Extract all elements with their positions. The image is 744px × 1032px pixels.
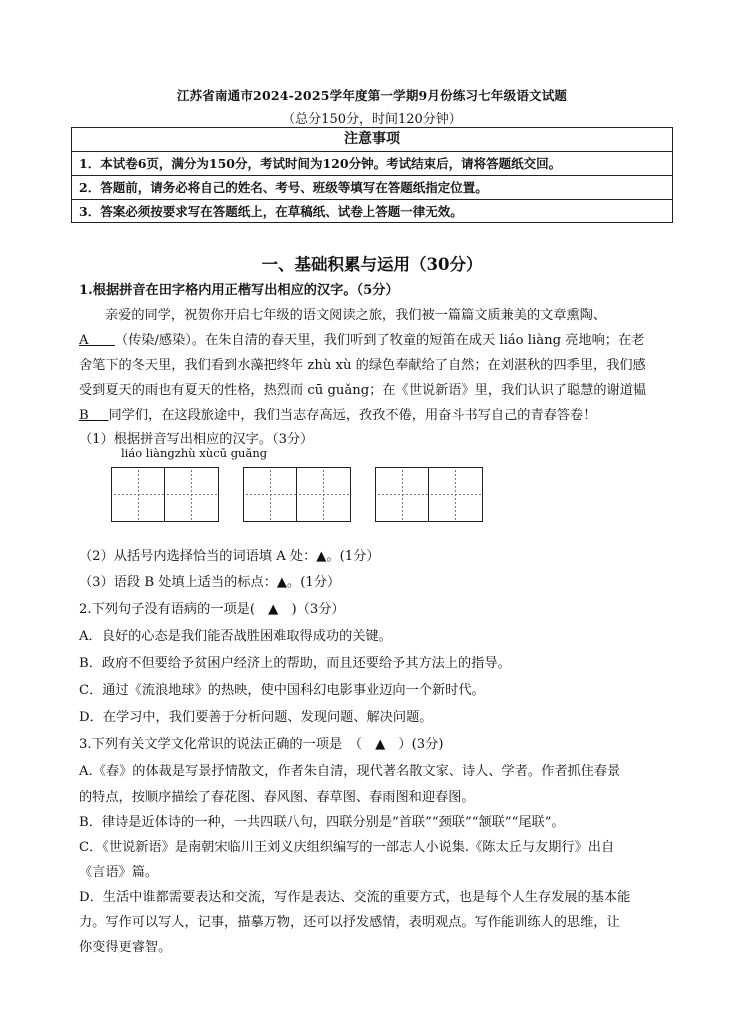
q3-line: B．律诗是近体诗的一种，一共四联八句，四联分别是“首联”“颈联”“颔联”“尾联”。 (79, 815, 565, 830)
notice-item: 2．答题前，请务必将自己的姓名、考号、班级等填写在答题纸指定位置。 (72, 176, 672, 200)
q1-sub2: （2）从括号内选择恰当的词语填 A 处：▲。(1分） (79, 549, 380, 564)
q3-line: C．《世说新语》是南朝宋临川王刘义庆组织编写的一部志人小说集.《陈太丘与友期行》出自 (79, 840, 615, 855)
q1-sub1: （1）根据拼音写出相应的汉字。（3分） (79, 432, 314, 447)
notice-item: 1．本试卷6页，满分为150分，考试时间为120分钟。考试结束后，请将答题纸交回。 (72, 152, 672, 176)
q3-line: 你变得更睿智。 (79, 940, 172, 955)
tianzige-group-1 (111, 467, 219, 522)
q1-pinyin: liáo liàngzhù xùcū guǎng (121, 446, 268, 460)
q2-stem: 2.下列句子没有语病的一项是( ▲ )（3分） (79, 602, 345, 617)
q3-line: 的特点，按顺序描绘了春花图、春风图、春草图、春雨图和迎春图。 (79, 790, 475, 805)
q1-passage-line (79, 404, 679, 423)
notice-heading: 注意事项 (72, 128, 672, 152)
q1-passage-line (79, 329, 679, 348)
q1-sub3: （3）语段 B 处填上适当的标点：▲。(1分） (79, 575, 341, 590)
tianzige-cell (375, 467, 429, 522)
q1-stem: 1.根据拼音在田字格内用正楷写出相应的汉字。（5分） (79, 283, 399, 298)
exam-title: 江苏省南通市2024-2025学年度第一学期9月份练习七年级语文试题 (176, 88, 568, 103)
q2-option: D．在学习中，我们要善于分析问题、发现问题、解决问题。 (79, 710, 433, 725)
notice-box (71, 127, 673, 223)
q1-passage-line: 舍笔下的冬天里，我们看到水藻把终年 zhù xù 的绿色奉献给了自然；在刘湛秋的四季里，我们感 (79, 358, 646, 373)
tianzige-cell (429, 467, 483, 522)
q3-line: A.《春》的体裁是写景抒情散文，作者朱自清，现代著名散文家、诗人、学者。作者抓住春景 (79, 764, 621, 779)
q1-passage-text: （传染/感染）。在朱自清的春天里，我们听到了牧童的短笛在成天 liáo liàng 亮地响；在老 (114, 333, 645, 348)
section-heading: 一、基础积累与运用（30分） (261, 255, 483, 274)
q3-line: 《言语》篇。 (79, 865, 159, 880)
q1-passage-line: 亲爱的同学，祝贺你开启七年级的语文阅读之旅，我们被一篇篇文质兼美的文章熏陶、 (105, 308, 607, 323)
tianzige-group-2 (243, 467, 351, 522)
q3-stem: 3.下列有关文学文化常识的说法正确的一项是 （ ▲ ）(3分) (79, 737, 444, 752)
exam-subtitle: （总分150分，时间120分钟） (282, 112, 462, 127)
tianzige-cell (165, 467, 219, 522)
notice-item: 3．答案必须按要求写在答题纸上，在草稿纸、试卷上答题一律无效。 (79, 204, 463, 219)
tianzige-cell (297, 467, 351, 522)
q2-option: B．政府不但要给予贫困户经济上的帮助，而且还要给予其方法上的指导。 (79, 656, 511, 671)
blank-b: B (79, 408, 89, 423)
tianzige-cell (243, 467, 297, 522)
q1-passage-line: 受到夏天的雨也有夏天的性格，热烈而 cū guǎng；在《世说新语》里，我们认识了聪慧的谢道韫 (79, 383, 647, 398)
tianzige-cell (111, 467, 165, 522)
q2-option: C．通过《流浪地球》的热映，使中国科幻电影事业迈向一个新时代。 (79, 683, 485, 698)
q1-passage-text: 同学们，在这段旅途中，我们当志存高远，孜孜不倦，用奋斗书写自己的青春答卷！ (108, 408, 597, 423)
q3-line: 力。写作可以写人，记事，描摹万物，还可以抒发感情，表明观点。写作能训练人的思维，让 (79, 915, 620, 930)
q3-line: D．生活中谁都需要表达和交流，写作是表达、交流的重要方式，也是每个人生存发展的基本能 (79, 890, 631, 905)
q2-option: A．良好的心态是我们能否战胜困难取得成功的关键。 (79, 629, 392, 644)
blank-a: A (79, 333, 89, 348)
tianzige-group-3 (375, 467, 483, 522)
